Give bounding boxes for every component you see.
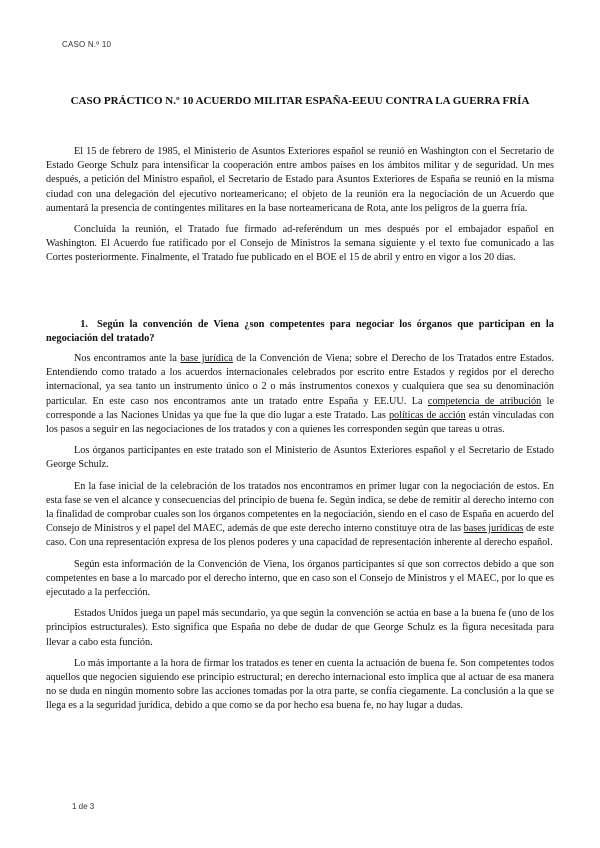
intro-paragraph-1: El 15 de febrero de 1985, el Ministerio de Asuntos Exteriores español se reunió en Washington con el Secretario de Estado George Schulz para intensificar la cooperación entre ambos países en los ámbitos militar y de seguridad. Un mes después, a petición del Ministro español, el Secretario de Estado para Asuntos Exteriores de España se reunió en la misma ciudad con una delegación del ejecutivo norteamericano; el objeto de la reunión era la negociación de un Acuerdo que aumentará la presencia de contingentes militares en la base norteamericana de Rota, ante los peligros de la guerra fría. bbox=[46, 146, 554, 214]
underlined-term: bases jurídicas bbox=[463, 523, 524, 535]
intro-paragraph-2: Concluida la reunión, el Tratado fue firmado ad-referéndum un mes después por el embajador español en Washington. El Acuerdo fue ratificado por el Consejo de Ministros la semana siguiente y el texto fue comunicado a las Cortes posteriormente. Finalmente, el Tratado fue publicado en el BOE el 15 de abril y entro en vigor a los 20 días. bbox=[46, 224, 554, 264]
underlined-term: base jurídica bbox=[180, 353, 233, 364]
answer-paragraph-5: Estados Unidos juega un papel más secundario, ya que según la convención se actúa en base a la buena fe (uno de los principios estructurales). Esto significa que España no debe de dudar de que George Schulz es la figura necesitada para llevar a cabo esta función. bbox=[46, 608, 554, 648]
answer-paragraph-2: Los órganos participantes en este tratado son el Ministerio de Asuntos Exteriores español y el Secretario de Estado George Schulz. bbox=[46, 445, 554, 471]
answer-section bbox=[46, 352, 554, 721]
answer-paragraph-6: Lo más importante a la hora de firmar los tratados es tener en cuenta la actuación de buena fe. Son competentes todos aquellos que negocien siguiendo ese principio estructural; en derecho internacional esto implica que al actuar de esa manera no se duda en ningún momento sobre las acciones tomadas por la otra parte, se confía ciegamente. La conclusión a la que se llega es a la seguridad jurídica, debido a que como se da por hecho esa buena fe, no hay lugar a dudas. bbox=[46, 657, 554, 712]
question-text: Según la convención de Viena ¿son competentes para negociar los órganos que participan en la negociación del tratado? bbox=[46, 319, 554, 344]
document-title: CASO PRÁCTICO N.º 10 ACUERDO MILITAR ESPAÑA-EEUU CONTRA LA GUERRA FRÍA bbox=[70, 95, 530, 107]
question-number: 1. bbox=[80, 319, 88, 330]
case-statement bbox=[46, 145, 554, 273]
underlined-term: competencia de atribución bbox=[427, 395, 542, 407]
question-heading bbox=[46, 318, 554, 346]
answer-paragraph-3: En la fase inicial de la celebración de los tratados nos encontramos en primer lugar con la negociación de estos. En esta fase se ven el alcance y consecuencias del principio de buena fe. Según indica, se debe de remitir al derecho interno con la finalidad de comprobar cuales son los órganos competentes en la negociación, siendo en el caso de España en acuerdo del Consejo de Ministros y el papel del MAEC, además de que este derecho interno constituye otra de las bases jurídicas de este caso. Con una representación expresa de los plenos poderes y una capacidad de representación inherente al derecho español. bbox=[46, 480, 554, 549]
underlined-term: políticas de acción bbox=[388, 409, 466, 421]
page-header: CASO N.º 10 bbox=[62, 40, 112, 49]
page-number: 1 de 3 bbox=[72, 802, 95, 811]
answer-paragraph-4: Según esta información de la Convención de Viena, los órganos participantes sí que son correctos debido a que son competentes en base a lo marcado por el derecho interno, que en caso son el Consejo de Ministros y el MAEC, por lo que es ejecutado a la perfección. bbox=[46, 558, 554, 599]
answer-paragraph-1: Nos encontramos ante la base jurídica de la Convención de Viena; sobre el Derecho de los Tratados entre Estados. Entendiendo como tratado a los acuerdos internacionales celebrados por escrito entre Estados y regidos por el derecho internacional, ya sea tanto un instrumento único o 2 o más instrumentos conexos y cualquiera que sea su denominación particular. En este caso nos encontramos ante un tratado entre España y EE.UU. La competencia de atribución le corresponde a las Naciones Unidas ya que fue la que dio lugar a este Tratado. Las políticas de acción están vinculadas con los pasos a seguir en las negociaciones de los tratados y con a quienes les corresponden según que tareas u otras. bbox=[46, 353, 555, 436]
